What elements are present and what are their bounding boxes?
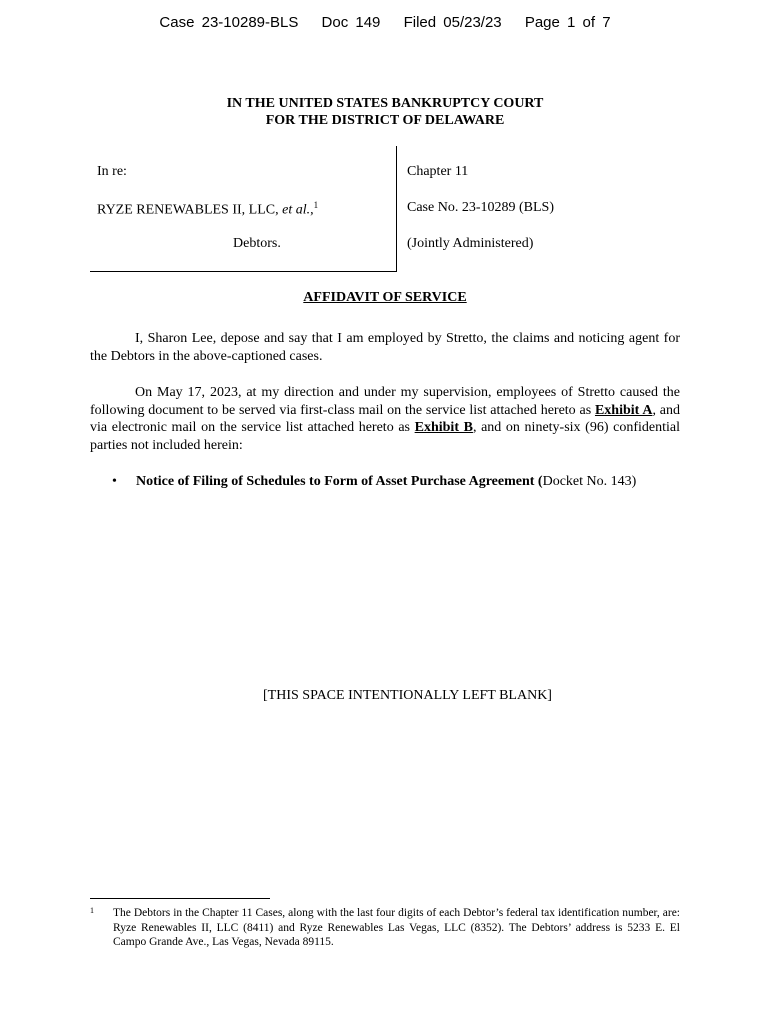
debtors-label: Debtors. — [233, 236, 281, 251]
footnote-ref: 1 — [313, 200, 319, 210]
et-al: et al. — [282, 202, 311, 218]
paragraph-2-part-3: , and on ninety-six (96) confidential parties not included herein: — [90, 420, 680, 453]
case-caption-parties — [90, 146, 397, 272]
case-number: Case No. 23-10289 (BLS) — [407, 200, 554, 215]
stamp-doc: Doc 149 — [321, 14, 381, 31]
exhibit-b-ref: Exhibit B — [414, 420, 473, 435]
paragraph-1 — [90, 330, 680, 365]
bullet-symbol: • — [112, 474, 117, 489]
stamp-filed: Filed 05/23/23 — [403, 14, 502, 31]
paragraph-2-part-2: , and via electronic mail on the service list attached hereto as — [90, 402, 680, 435]
stamp-case: Case 23-10289-BLS — [159, 14, 299, 31]
filing-stamp — [0, 14, 770, 31]
chapter-label: Chapter 11 — [407, 164, 469, 179]
paragraph-2 — [90, 384, 680, 454]
court-heading — [0, 95, 770, 129]
paragraph-2-part-1: On May 17, 2023, at my direction and under my supervision, employees of Stretto caused the following document to be served via first-class mail on the service list attached hereto as — [90, 385, 680, 418]
administered-label: (Jointly Administered) — [407, 236, 534, 251]
debtor-name-suffix: , — [310, 202, 314, 218]
footnote — [90, 906, 680, 950]
paragraph-2-text — [90, 384, 680, 454]
blank-space-notice: [THIS SPACE INTENTIONALLY LEFT BLANK] — [263, 688, 552, 703]
served-document-item — [112, 474, 636, 490]
court-line-2: FOR THE DISTRICT OF DELAWARE — [265, 113, 505, 128]
debtor-name-text: RYZE RENEWABLES II, LLC, — [97, 202, 283, 218]
footnote-mark: 1 — [90, 906, 94, 915]
in-re-label: In re: — [97, 164, 127, 179]
stamp-page: Page 1 of 7 — [524, 14, 611, 31]
paragraph-1-text: I, Sharon Lee, depose and say that I am employed by Stretto, the claims and noticing agent for the Debtors in the above-captioned cases. — [90, 331, 680, 364]
footnote-text: The Debtors in the Chapter 11 Cases, along with the last four digits of each Debtor’s federal tax identification number, are: Ryze Renewables II, LLC (8411) and Ryze Renewables Las Vegas, LLC (8352). The Debtors’ address is 5233 E. El Campo Grande Ave., Las Vegas, Nevada 89115. — [113, 907, 680, 948]
court-line-1: IN THE UNITED STATES BANKRUPTCY COURT — [226, 96, 544, 111]
docket-number: Docket No. 143) — [542, 474, 637, 489]
served-document-title: Notice of Filing of Schedules to Form of Asset Purchase Agreement ( — [136, 474, 543, 489]
debtor-name — [97, 200, 318, 219]
document-title: AFFIDAVIT OF SERVICE — [303, 290, 467, 305]
exhibit-a-ref: Exhibit A — [594, 402, 653, 418]
footnote-divider — [90, 898, 270, 899]
